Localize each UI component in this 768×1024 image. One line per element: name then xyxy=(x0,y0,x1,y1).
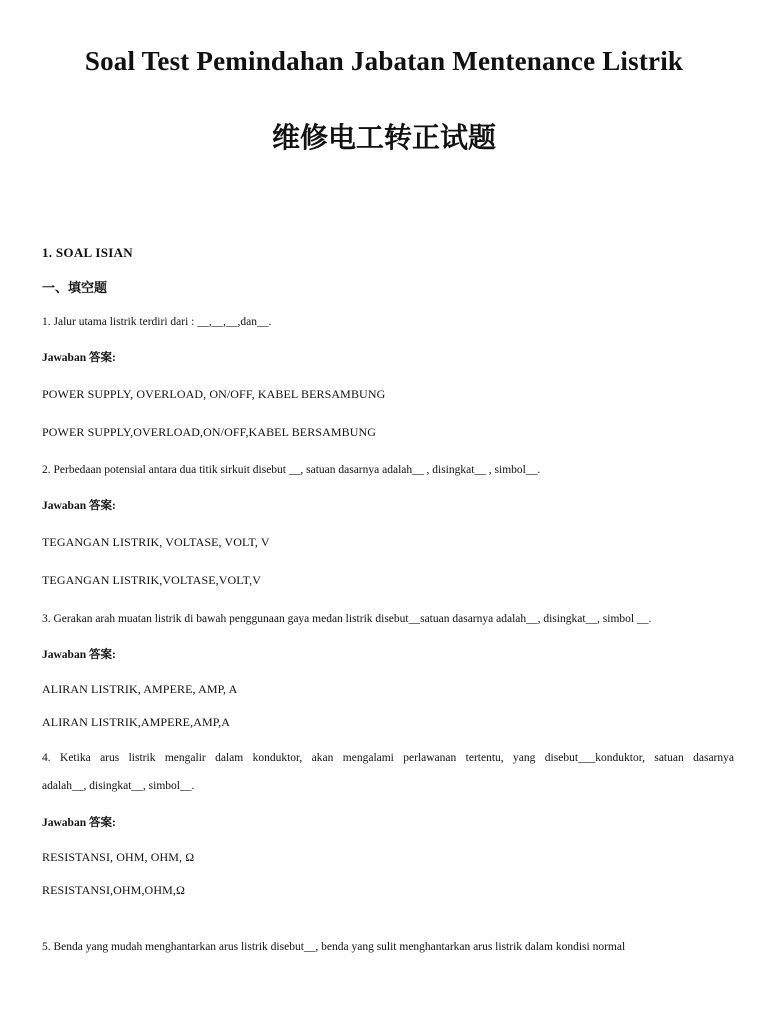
answer-2-line-1: TEGANGAN LISTRIK, VOLTASE, VOLT, V xyxy=(42,535,270,549)
answer-3-line-1: ALIRAN LISTRIK, AMPERE, AMP, A xyxy=(42,682,238,696)
answer-label: Jawaban 答案: xyxy=(42,500,116,512)
document-title-chinese: 维修电工转正试题 xyxy=(271,121,496,154)
document-title: Soal Test Pemindahan Jabatan Mentenance Listrik xyxy=(84,46,684,76)
answer-4-line-1: RESISTANSI, OHM, OHM, Ω xyxy=(42,850,195,864)
question-4: 4. Ketika arus listrik mengalir dalam konduktor, akan mengalami perlawanan tertentu, yang disebut___konduktor, satuan dasarnya xyxy=(42,752,734,764)
question-1: 1. Jalur utama listrik terdiri dari : __,__,__,dan__. xyxy=(42,316,272,328)
answer-label: Jawaban 答案: xyxy=(42,352,116,364)
section-heading-chinese: 一、填空题 xyxy=(42,281,108,296)
question-5: 5. Benda yang mudah menghantarkan arus listrik disebut__, benda yang sulit menghantarkan arus listrik dalam kondisi normal xyxy=(42,941,626,953)
answer-3-line-2: ALIRAN LISTRIK,AMPERE,AMP,A xyxy=(42,715,231,729)
answer-1-line-1: POWER SUPPLY, OVERLOAD, ON/OFF, KABEL BERSAMBUNG xyxy=(42,387,386,401)
answer-4-line-2: RESISTANSI,OHM,OHM,Ω xyxy=(42,883,185,897)
answer-label: Jawaban 答案: xyxy=(42,649,116,661)
question-2: 2. Perbedaan potensial antara dua titik sirkuit disebut __, satuan dasarnya adalah__ , disingkat__ , simbol__. xyxy=(42,464,541,476)
answer-2-line-2: TEGANGAN LISTRIK,VOLTASE,VOLT,V xyxy=(42,573,262,587)
answer-label: Jawaban 答案: xyxy=(42,817,116,829)
question-3: 3. Gerakan arah muatan listrik di bawah penggunaan gaya medan listrik disebut__satuan dasarnya adalah__, disingkat__, simbol __. xyxy=(42,613,652,625)
section-heading: 1. SOAL ISIAN xyxy=(42,245,133,260)
answer-1-line-2: POWER SUPPLY,OVERLOAD,ON/OFF,KABEL BERSAMBUNG xyxy=(42,425,377,439)
question-4-continued: adalah__, disingkat__, simbol__. xyxy=(42,780,195,792)
